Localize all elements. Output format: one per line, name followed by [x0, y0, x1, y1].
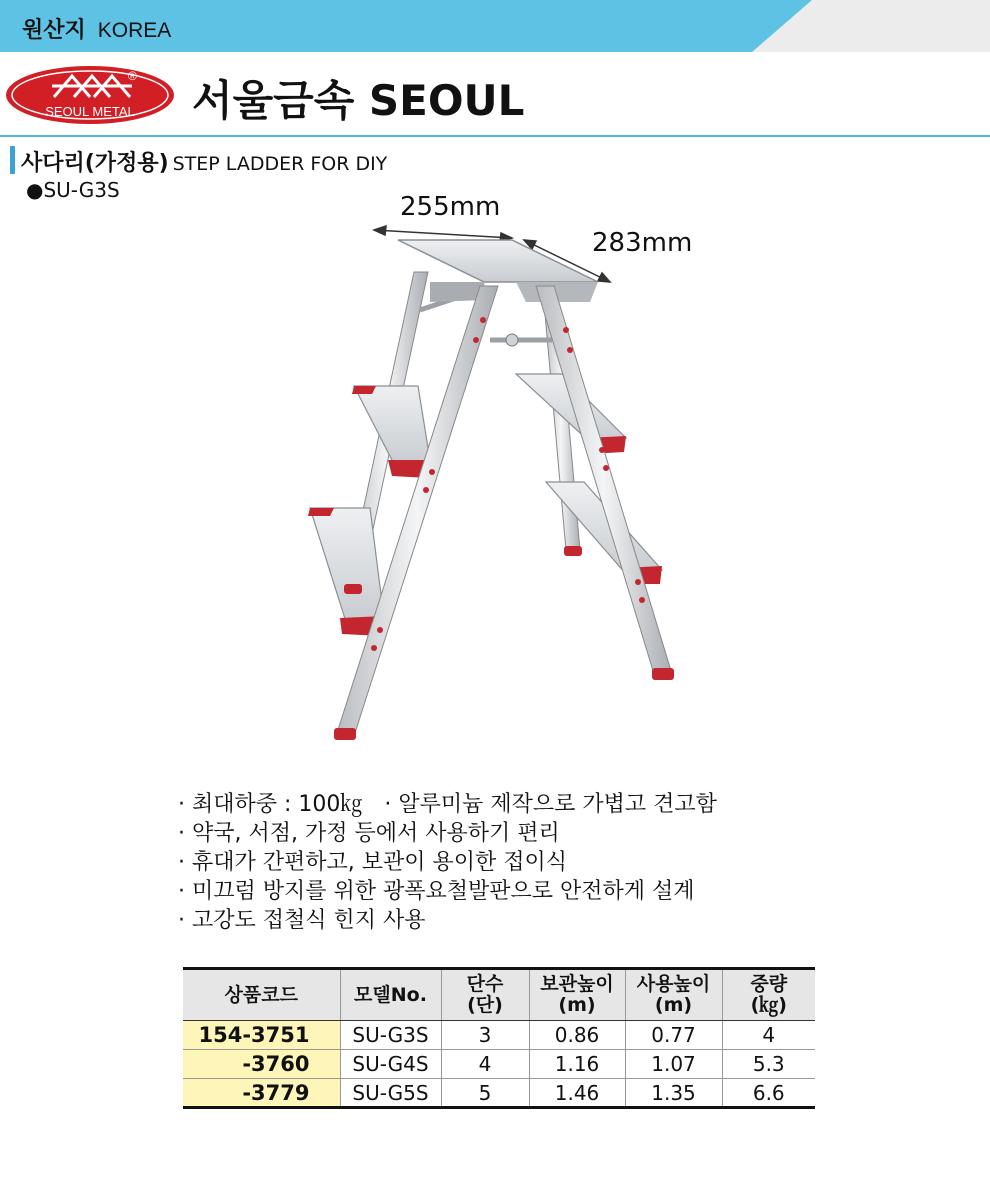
- feature-text: 약국, 서점, 가정 등에서 사용하기 편리: [192, 821, 560, 846]
- steps-cell: 5: [441, 1079, 529, 1108]
- column-header: 모델No.: [340, 969, 441, 1021]
- column-header: 단수 (단): [441, 969, 529, 1021]
- feature-item: · 휴대가 간편하고, 보관이 용이한 접이식: [178, 850, 567, 875]
- feature-item: · 고강도 접철식 힌지 사용: [178, 908, 426, 933]
- product-heading: [10, 146, 387, 174]
- storage-height-cell: 1.16: [529, 1050, 625, 1079]
- steps-cell: 3: [441, 1021, 529, 1050]
- feature-text: 알루미늄 제작으로 가볍고 견고함: [398, 792, 717, 817]
- steps-cell: 4: [441, 1050, 529, 1079]
- dimension-width: 255mm: [400, 192, 501, 222]
- brand-header: [0, 58, 990, 136]
- product-code-cell: -3779: [183, 1079, 340, 1108]
- use-height-cell: 1.35: [625, 1079, 722, 1108]
- table-row: [183, 1021, 815, 1050]
- feature-item: · 약국, 서점, 가정 등에서 사용하기 편리: [178, 821, 560, 846]
- use-height-cell: 0.77: [625, 1021, 722, 1050]
- table-row: [183, 1079, 815, 1108]
- product-code-cell: 154-3751: [183, 1021, 340, 1050]
- weight-cell: 4: [722, 1021, 815, 1050]
- header-divider: [0, 135, 990, 137]
- storage-height-cell: 0.86: [529, 1021, 625, 1050]
- column-header: 중량 (㎏): [722, 969, 815, 1021]
- column-header: 사용높이 (m): [625, 969, 722, 1021]
- spec-table: [183, 967, 815, 1109]
- model-cell: SU-G5S: [340, 1079, 441, 1108]
- origin-bar: [0, 0, 990, 52]
- model-cell: SU-G3S: [340, 1021, 441, 1050]
- column-header: 상품코드: [183, 969, 340, 1021]
- weight-cell: 6.6: [722, 1079, 815, 1108]
- model-cell: SU-G4S: [340, 1050, 441, 1079]
- origin-label: 원산지: [22, 18, 86, 43]
- feature-item: · 최대하중 : 100㎏ · 알루미늄 제작으로 가볍고 견고함: [178, 792, 717, 817]
- storage-height-cell: 1.46: [529, 1079, 625, 1108]
- weight-cell: 5.3: [722, 1050, 815, 1079]
- column-header: 보관높이 (m): [529, 969, 625, 1021]
- product-name-ko: 사다리(가정용): [21, 151, 169, 176]
- model-bullet: [26, 178, 120, 202]
- registered-mark: ®: [128, 69, 137, 83]
- model-number: SU-G3S: [43, 178, 120, 202]
- use-height-cell: 1.07: [625, 1050, 722, 1079]
- feature-text: 미끄럼 방지를 위한 광폭요철발판으로 안전하게 설계: [192, 879, 695, 904]
- origin-value: KOREA: [97, 19, 172, 42]
- table-row: [183, 1050, 815, 1079]
- step-ladder-image: [280, 190, 720, 750]
- origin-info: [22, 13, 171, 44]
- table-header-row: [183, 969, 815, 1021]
- feature-list: [178, 790, 858, 935]
- bullet-dot-icon: ●: [26, 178, 44, 202]
- product-name-en: STEP LADDER FOR DIY: [172, 153, 388, 175]
- logo-text: SEOUL METAL: [45, 104, 135, 119]
- product-code-cell: -3760: [183, 1050, 340, 1079]
- feature-text: 최대하중 : 100㎏: [192, 792, 363, 817]
- seoul-metal-logo: [4, 64, 176, 126]
- feature-text: 고강도 접철식 힌지 사용: [192, 908, 426, 933]
- feature-item: · 미끄럼 방지를 위한 광폭요철발판으로 안전하게 설계: [178, 879, 695, 904]
- feature-text: 휴대가 간편하고, 보관이 용이한 접이식: [192, 850, 567, 875]
- dimension-depth: 283mm: [592, 228, 693, 258]
- brand-title: 서울금속 SEOUL: [192, 76, 525, 125]
